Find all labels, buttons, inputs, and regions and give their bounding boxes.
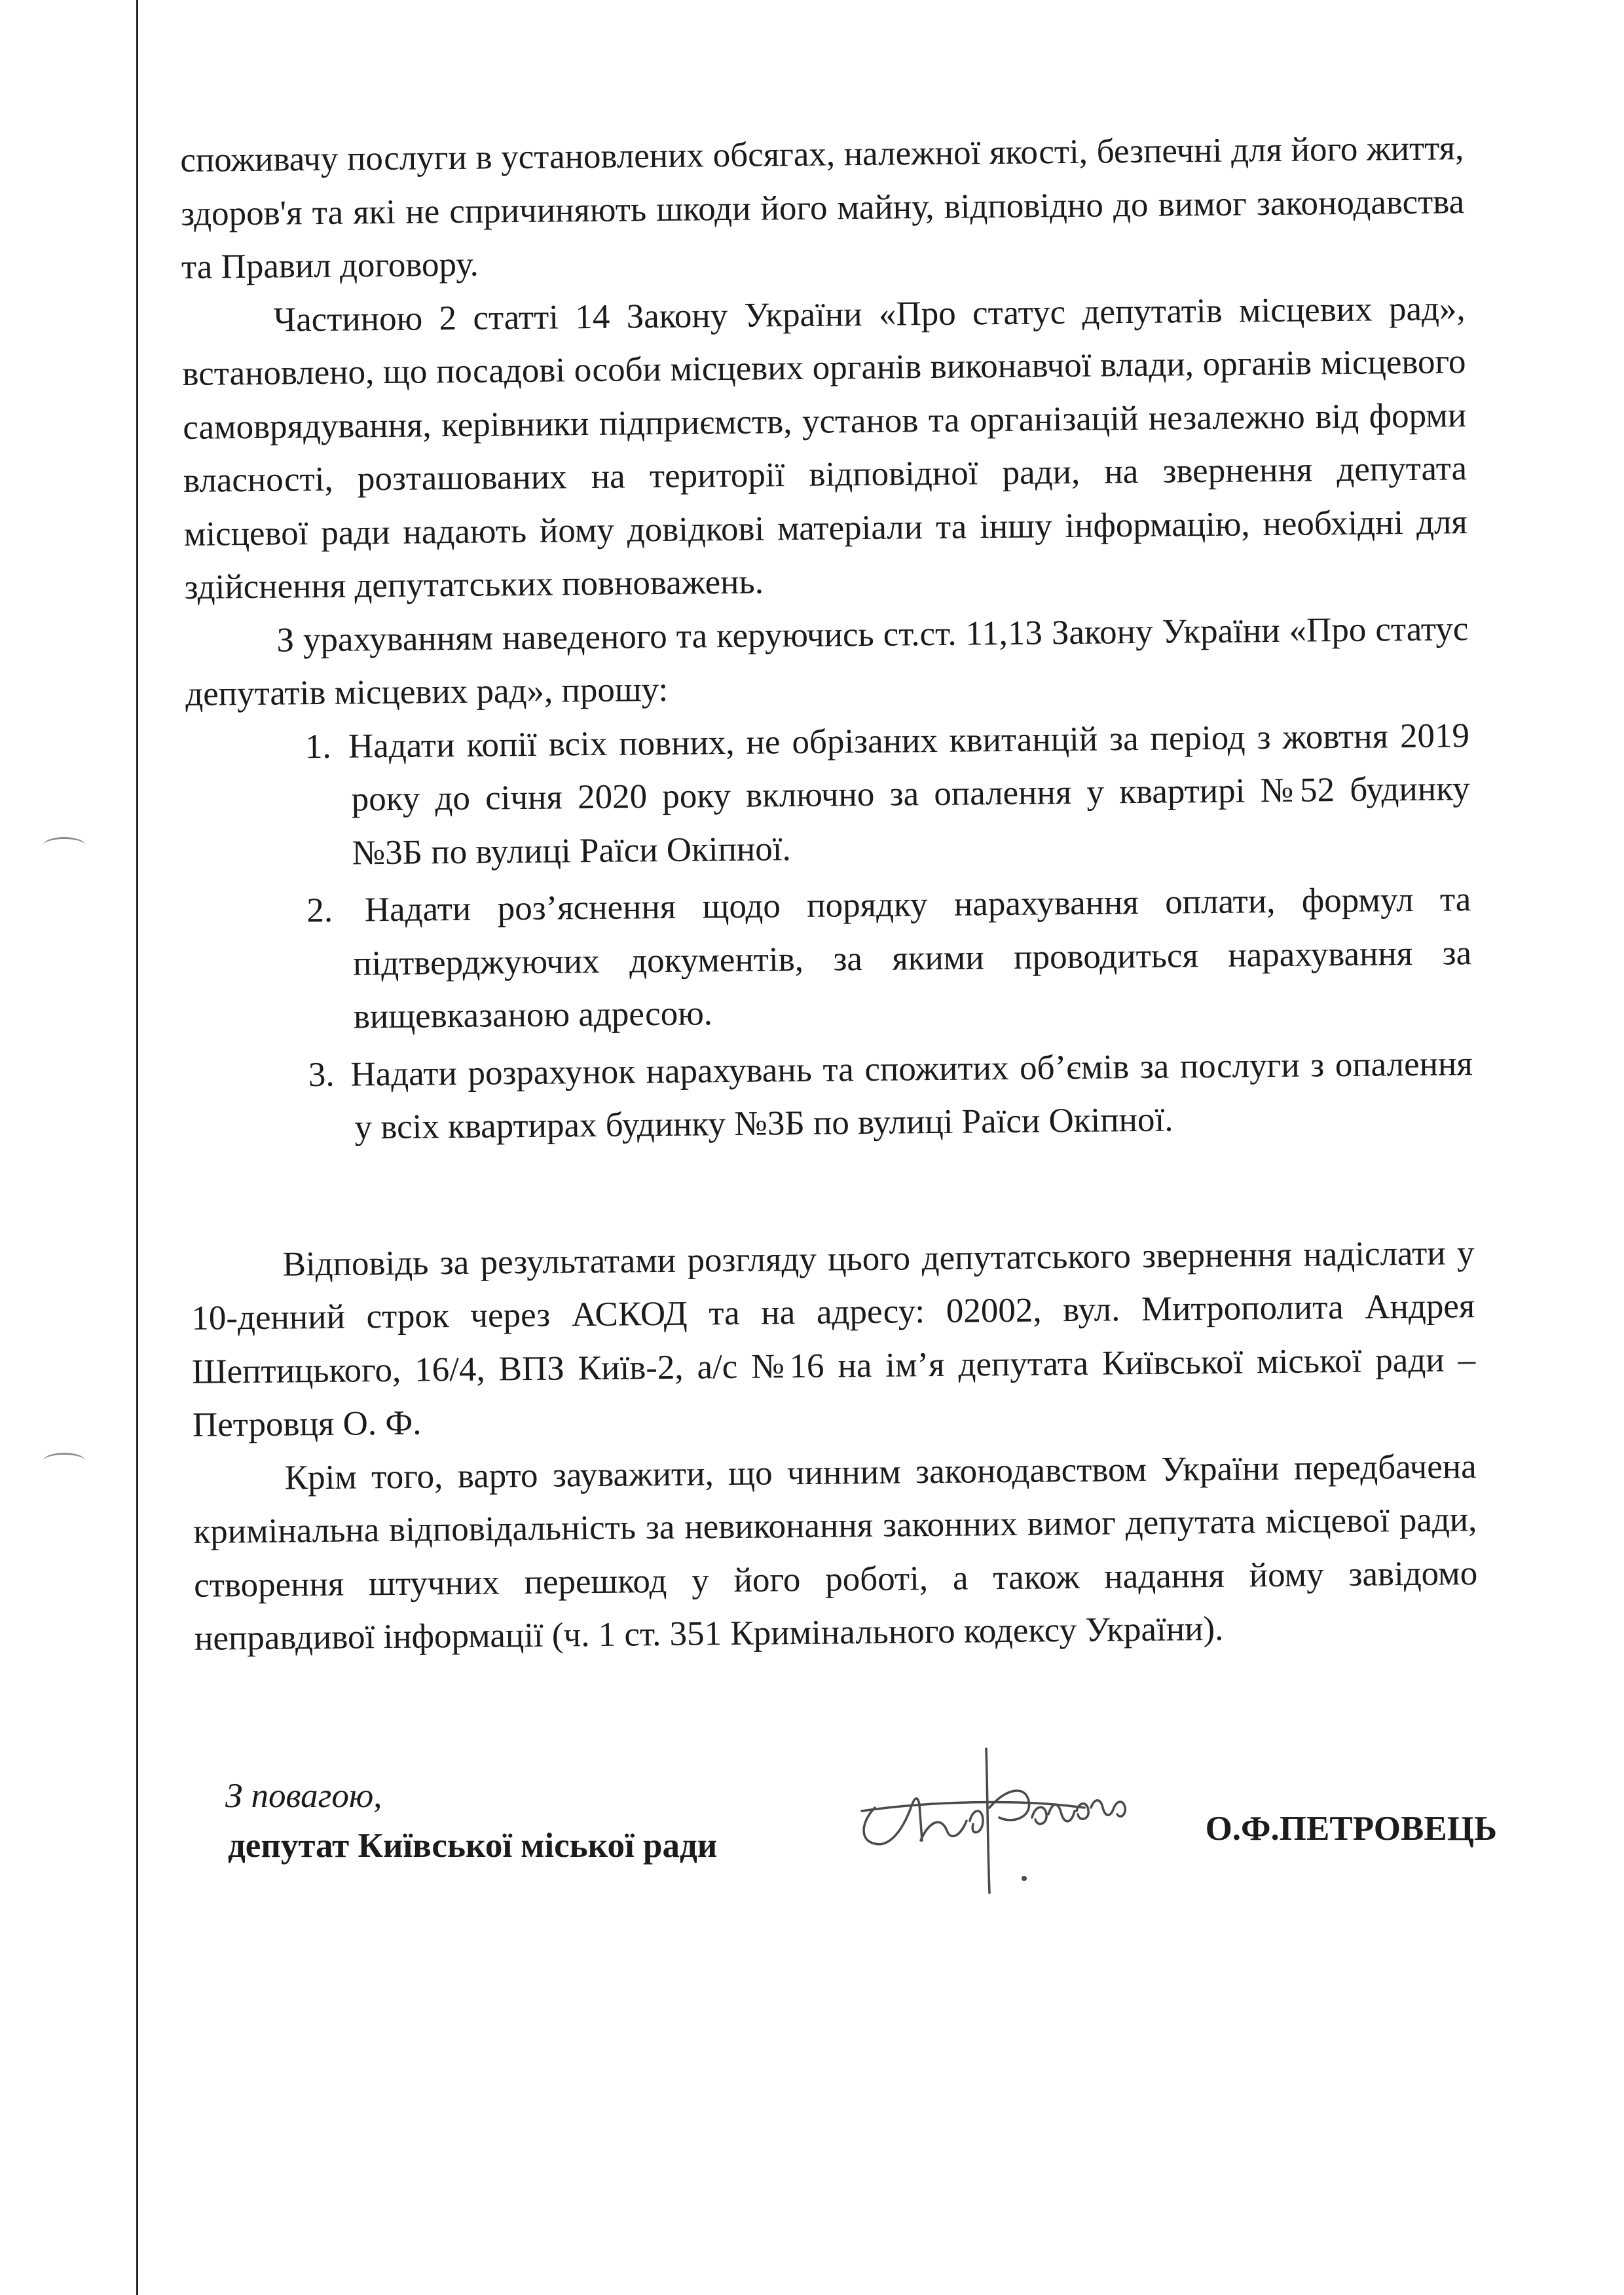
- closing-greeting: З повагою,: [225, 1777, 382, 1815]
- list-item-number: 2.: [306, 891, 333, 930]
- list-item: [306, 873, 1472, 1044]
- list-item: [308, 1037, 1473, 1155]
- list-item: [304, 709, 1471, 880]
- paragraph-continuation: споживачу послуги в установлених обсягах, належної якості, безпечні для його життя, здоров'я та які не спричиняють шкоди його майну, відповідно до вимог законодавства та Правил договору.: [180, 129, 1465, 286]
- spacer: [190, 1148, 1474, 1239]
- letter-body: [180, 122, 1478, 1666]
- paragraph-legal-warning: Крім того, варто зауважити, що чинним законодавством України передбачена кримінальна відповідальність за невиконання законних вимог депутата місцевої ради, створення штучних перешкод у його роботі, а також надання йому завідомо неправдивої інформації (ч. 1 ст. 351 Кримінального кодексу України).: [193, 1447, 1478, 1658]
- punch-hole-mark: [43, 837, 85, 853]
- list-item-text: Надати копії всіх повних, не обрізаних квитанцій за період з жовтня 2019 року до січня 2020 року включно за опалення у квартирі №52 будинку №3Б по вулиці Раїси Окіпної.: [348, 716, 1470, 872]
- handwritten-signature: [849, 1709, 1156, 1932]
- paragraph-legal-basis: Частиною 2 статті 14 Закону України «Про статус депутатів місцевих рад», встановлено, що посадові особи місцевих органів виконавчої влади, органів місцевого самоврядування, керівники підприємств, установ та організацій незалежно від форми власності, розташованих на території відповідної ради, на звернення депутата місцевої ради надають йому довідкові матеріали та іншу інформацію, необхідні для здійснення депутатських повноважень.: [182, 289, 1468, 606]
- list-item-number: 3.: [308, 1055, 335, 1094]
- paragraph-request-intro: З урахуванням наведеного та керуючись ст.ст. 11,13 Закону України «Про статус депутатів місцевих рад», прошу:: [185, 609, 1469, 713]
- page-left-edge-line: [136, 0, 138, 2295]
- punch-hole-mark: [43, 1453, 85, 1469]
- list-item-text: Надати роз’яснення щодо порядку нарахування оплати, формул та підтверджуючих документів, за якими проводиться нарахування за вищевказаною адресою.: [352, 880, 1472, 1036]
- list-item-number: 1.: [304, 727, 332, 766]
- list-item-text: Надати розрахунок нарахувань та спожитих об’ємів за послуги з опалення у всіх квартирах будинку №3Б по вулиці Раїси Окіпної.: [350, 1044, 1473, 1147]
- signer-name: О.Ф.ПЕТРОВЕЦЬ: [1205, 1810, 1497, 1848]
- signature-block: [220, 1768, 1497, 1939]
- request-list: [186, 709, 1473, 1157]
- signature-dot: [1022, 1876, 1027, 1881]
- paragraph-response-instructions: Відповідь за результатами розгляду цього депутатського звернення надіслати у 10-денний строк через АСКОД та на адресу: 02002, вул. Митрополита Андрея Шептицького, 16/4, ВПЗ Київ-2, а/с №16 на ім’я депутата Київської міської ради – Петровця О. Ф.: [191, 1233, 1476, 1444]
- signer-role: депутат Київської міської ради: [228, 1827, 718, 1865]
